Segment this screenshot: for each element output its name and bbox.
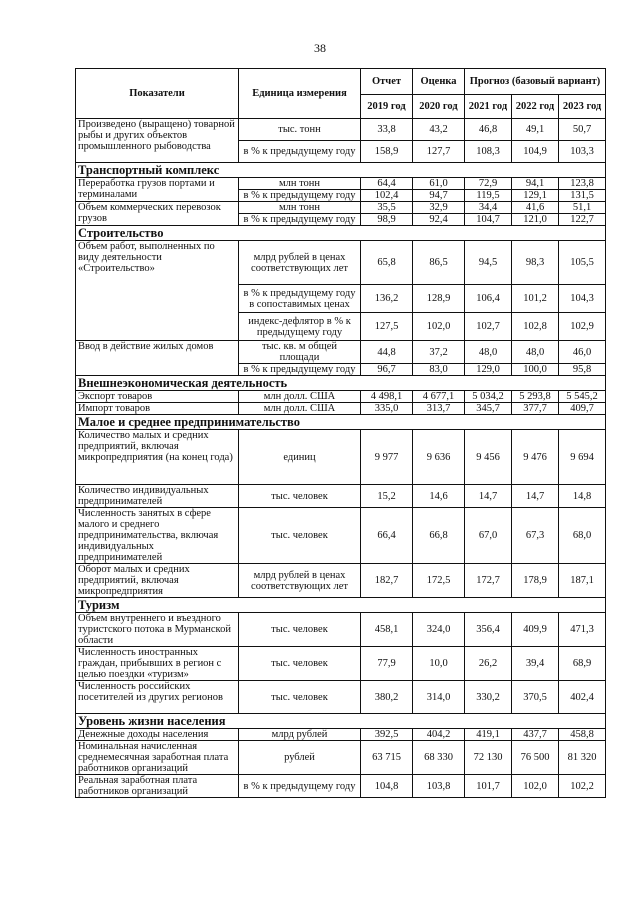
unit-cell: в % к предыдущему году	[239, 364, 361, 376]
value-cell: 106,4	[465, 285, 512, 313]
unit-cell: в % к предыдущему году	[239, 141, 361, 163]
value-cell: 330,2	[465, 681, 512, 714]
value-cell: 63 715	[361, 741, 413, 775]
value-cell: 404,2	[413, 729, 465, 741]
unit-cell: тыс. тонн	[239, 119, 361, 141]
value-cell: 314,0	[413, 681, 465, 714]
indicator-cell: Объем коммерческих перевозок грузов	[76, 202, 239, 226]
unit-cell: в % к предыдущему году	[239, 214, 361, 226]
section-header-row	[76, 598, 606, 613]
value-cell: 129,0	[465, 364, 512, 376]
value-cell: 72,9	[465, 178, 512, 190]
value-cell: 122,7	[559, 214, 606, 226]
section-header-row	[76, 415, 606, 430]
unit-cell: тыс. человек	[239, 681, 361, 714]
table-row	[76, 119, 606, 141]
value-cell: 102,4	[361, 190, 413, 202]
indicator-cell: Ввод в действие жилых домов	[76, 341, 239, 376]
value-cell: 172,5	[413, 564, 465, 598]
table-row	[76, 391, 606, 403]
value-cell: 102,7	[465, 313, 512, 341]
value-cell: 94,5	[465, 241, 512, 285]
unit-cell: млн тонн	[239, 178, 361, 190]
unit-cell: тыс. человек	[239, 485, 361, 508]
indicator-cell: Денежные доходы населения	[76, 729, 239, 741]
value-cell: 51,1	[559, 202, 606, 214]
indicator-cell: Переработка грузов портами и терминалами	[76, 178, 239, 202]
value-cell: 402,4	[559, 681, 606, 714]
value-cell: 437,7	[512, 729, 559, 741]
indicator-cell: Оборот малых и средних предприятий, включая микропредприятия	[76, 564, 239, 598]
value-cell: 380,2	[361, 681, 413, 714]
unit-cell: тыс. человек	[239, 508, 361, 564]
value-cell: 345,7	[465, 403, 512, 415]
value-cell: 101,2	[512, 285, 559, 313]
value-cell: 127,5	[361, 313, 413, 341]
value-cell: 127,7	[413, 141, 465, 163]
value-cell: 48,0	[465, 341, 512, 364]
value-cell: 66,8	[413, 508, 465, 564]
value-cell: 121,0	[512, 214, 559, 226]
value-cell: 95,8	[559, 364, 606, 376]
unit-cell: млн долл. США	[239, 391, 361, 403]
header-estimate: Оценка	[413, 69, 465, 95]
value-cell: 35,5	[361, 202, 413, 214]
section-header-row	[76, 226, 606, 241]
indicator-cell: Численность российских посетителей из других регионов	[76, 681, 239, 714]
value-cell: 128,9	[413, 285, 465, 313]
value-cell: 104,7	[465, 214, 512, 226]
value-cell: 102,2	[559, 775, 606, 798]
section-title: Транспортный комплекс	[76, 163, 606, 178]
value-cell: 66,4	[361, 508, 413, 564]
value-cell: 86,5	[413, 241, 465, 285]
value-cell: 50,7	[559, 119, 606, 141]
value-cell: 44,8	[361, 341, 413, 364]
value-cell: 68 330	[413, 741, 465, 775]
value-cell: 96,7	[361, 364, 413, 376]
table-body	[76, 119, 606, 798]
value-cell: 103,3	[559, 141, 606, 163]
value-cell: 5 545,2	[559, 391, 606, 403]
value-cell: 65,8	[361, 241, 413, 285]
section-header-row	[76, 376, 606, 391]
value-cell: 108,3	[465, 141, 512, 163]
unit-cell: млрд рублей в ценах соответствующих лет	[239, 564, 361, 598]
section-title: Строительство	[76, 226, 606, 241]
header-year-2021: 2021 год	[465, 95, 512, 119]
header-year-2019: 2019 год	[361, 95, 413, 119]
indicator-cell: Объем внутреннего и въездного туристского потока в Мурманской области	[76, 613, 239, 647]
value-cell: 92,4	[413, 214, 465, 226]
value-cell: 77,9	[361, 647, 413, 681]
indicator-cell: Количество малых и средних предприятий, включая микропредприятия (на конец года)	[76, 430, 239, 485]
value-cell: 68,0	[559, 508, 606, 564]
table-row	[76, 403, 606, 415]
value-cell: 409,7	[559, 403, 606, 415]
value-cell: 131,5	[559, 190, 606, 202]
value-cell: 102,8	[512, 313, 559, 341]
value-cell: 129,1	[512, 190, 559, 202]
unit-cell: индекс-дефлятор в % к предыдущему году	[239, 313, 361, 341]
value-cell: 43,2	[413, 119, 465, 141]
value-cell: 100,0	[512, 364, 559, 376]
table-row	[76, 564, 606, 598]
unit-cell: единиц	[239, 430, 361, 485]
value-cell: 103,8	[413, 775, 465, 798]
value-cell: 94,7	[413, 190, 465, 202]
value-cell: 9 636	[413, 430, 465, 485]
indicator-cell: Номинальная начисленная среднемесячная заработная плата работников организаций	[76, 741, 239, 775]
value-cell: 72 130	[465, 741, 512, 775]
value-cell: 458,8	[559, 729, 606, 741]
table-row	[76, 341, 606, 364]
table-row	[76, 202, 606, 214]
value-cell: 377,7	[512, 403, 559, 415]
value-cell: 67,0	[465, 508, 512, 564]
value-cell: 14,7	[465, 485, 512, 508]
indicator-cell: Реальная заработная плата работников организаций	[76, 775, 239, 798]
value-cell: 14,7	[512, 485, 559, 508]
unit-cell: тыс. человек	[239, 613, 361, 647]
value-cell: 81 320	[559, 741, 606, 775]
section-title: Уровень жизни населения	[76, 714, 606, 729]
unit-cell: в % к предыдущему году	[239, 775, 361, 798]
value-cell: 458,1	[361, 613, 413, 647]
unit-cell: млрд рублей в ценах соответствующих лет	[239, 241, 361, 285]
table-row	[76, 241, 606, 285]
value-cell: 9 694	[559, 430, 606, 485]
table-row	[76, 729, 606, 741]
header-year-2022: 2022 год	[512, 95, 559, 119]
economic-forecast-table	[75, 68, 606, 798]
value-cell: 335,0	[361, 403, 413, 415]
header-year-2020: 2020 год	[413, 95, 465, 119]
value-cell: 409,9	[512, 613, 559, 647]
value-cell: 370,5	[512, 681, 559, 714]
value-cell: 187,1	[559, 564, 606, 598]
indicator-cell: Экспорт товаров	[76, 391, 239, 403]
unit-cell: тыс. человек	[239, 647, 361, 681]
unit-cell: млн долл. США	[239, 403, 361, 415]
value-cell: 49,1	[512, 119, 559, 141]
header-report: Отчет	[361, 69, 413, 95]
value-cell: 5 293,8	[512, 391, 559, 403]
indicator-cell: Объем работ, выполненных по виду деятельности «Строительство»	[76, 241, 239, 341]
value-cell: 158,9	[361, 141, 413, 163]
value-cell: 64,4	[361, 178, 413, 190]
value-cell: 102,9	[559, 313, 606, 341]
table-row	[76, 430, 606, 485]
value-cell: 104,9	[512, 141, 559, 163]
value-cell: 14,8	[559, 485, 606, 508]
value-cell: 98,9	[361, 214, 413, 226]
value-cell: 33,8	[361, 119, 413, 141]
value-cell: 9 977	[361, 430, 413, 485]
value-cell: 32,9	[413, 202, 465, 214]
value-cell: 39,4	[512, 647, 559, 681]
value-cell: 15,2	[361, 485, 413, 508]
value-cell: 83,0	[413, 364, 465, 376]
value-cell: 76 500	[512, 741, 559, 775]
value-cell: 14,6	[413, 485, 465, 508]
header-indicators: Показатели	[76, 69, 239, 119]
value-cell: 9 476	[512, 430, 559, 485]
unit-cell: рублей	[239, 741, 361, 775]
section-title: Внешнеэкономическая деятельность	[76, 376, 606, 391]
value-cell: 182,7	[361, 564, 413, 598]
value-cell: 104,8	[361, 775, 413, 798]
value-cell: 26,2	[465, 647, 512, 681]
unit-cell: млн тонн	[239, 202, 361, 214]
value-cell: 104,3	[559, 285, 606, 313]
value-cell: 48,0	[512, 341, 559, 364]
indicator-cell: Произведено (выращено) товарной рыбы и других объектов промышленного рыбоводства	[76, 119, 239, 163]
value-cell: 324,0	[413, 613, 465, 647]
header-forecast: Прогноз (базовый вариант)	[465, 69, 606, 95]
section-title: Малое и среднее предпринимательство	[76, 415, 606, 430]
section-header-row	[76, 714, 606, 729]
value-cell: 356,4	[465, 613, 512, 647]
table-row	[76, 647, 606, 681]
value-cell: 102,0	[413, 313, 465, 341]
value-cell: 34,4	[465, 202, 512, 214]
value-cell: 123,8	[559, 178, 606, 190]
value-cell: 37,2	[413, 341, 465, 364]
value-cell: 5 034,2	[465, 391, 512, 403]
indicator-cell: Численность занятых в сфере малого и среднего предпринимательства, включая индивидуальных предпринимателей	[76, 508, 239, 564]
section-title: Туризм	[76, 598, 606, 613]
value-cell: 68,9	[559, 647, 606, 681]
table-row	[76, 741, 606, 775]
value-cell: 471,3	[559, 613, 606, 647]
value-cell: 105,5	[559, 241, 606, 285]
indicator-cell: Импорт товаров	[76, 403, 239, 415]
header-year-2023: 2023 год	[559, 95, 606, 119]
table-row	[76, 681, 606, 714]
table-row	[76, 178, 606, 190]
header-unit: Единица измерения	[239, 69, 361, 119]
value-cell: 172,7	[465, 564, 512, 598]
section-header-row	[76, 163, 606, 178]
table-row	[76, 775, 606, 798]
value-cell: 392,5	[361, 729, 413, 741]
unit-cell: млрд рублей	[239, 729, 361, 741]
value-cell: 10,0	[413, 647, 465, 681]
table-row	[76, 613, 606, 647]
table-row	[76, 485, 606, 508]
value-cell: 46,8	[465, 119, 512, 141]
unit-cell: тыс. кв. м общей площади	[239, 341, 361, 364]
value-cell: 178,9	[512, 564, 559, 598]
value-cell: 41,6	[512, 202, 559, 214]
value-cell: 94,1	[512, 178, 559, 190]
value-cell: 67,3	[512, 508, 559, 564]
value-cell: 313,7	[413, 403, 465, 415]
value-cell: 9 456	[465, 430, 512, 485]
value-cell: 101,7	[465, 775, 512, 798]
value-cell: 4 498,1	[361, 391, 413, 403]
value-cell: 102,0	[512, 775, 559, 798]
unit-cell: в % к предыдущему году в сопоставимых ценах	[239, 285, 361, 313]
indicator-cell: Количество индивидуальных предпринимателей	[76, 485, 239, 508]
page-number: 38	[314, 41, 326, 55]
value-cell: 61,0	[413, 178, 465, 190]
indicator-cell: Численность иностранных граждан, прибывших в регион с целью поездки «туризм»	[76, 647, 239, 681]
value-cell: 46,0	[559, 341, 606, 364]
value-cell: 98,3	[512, 241, 559, 285]
value-cell: 4 677,1	[413, 391, 465, 403]
value-cell: 136,2	[361, 285, 413, 313]
unit-cell: в % к предыдущему году	[239, 190, 361, 202]
table-row	[76, 508, 606, 564]
value-cell: 119,5	[465, 190, 512, 202]
value-cell: 419,1	[465, 729, 512, 741]
